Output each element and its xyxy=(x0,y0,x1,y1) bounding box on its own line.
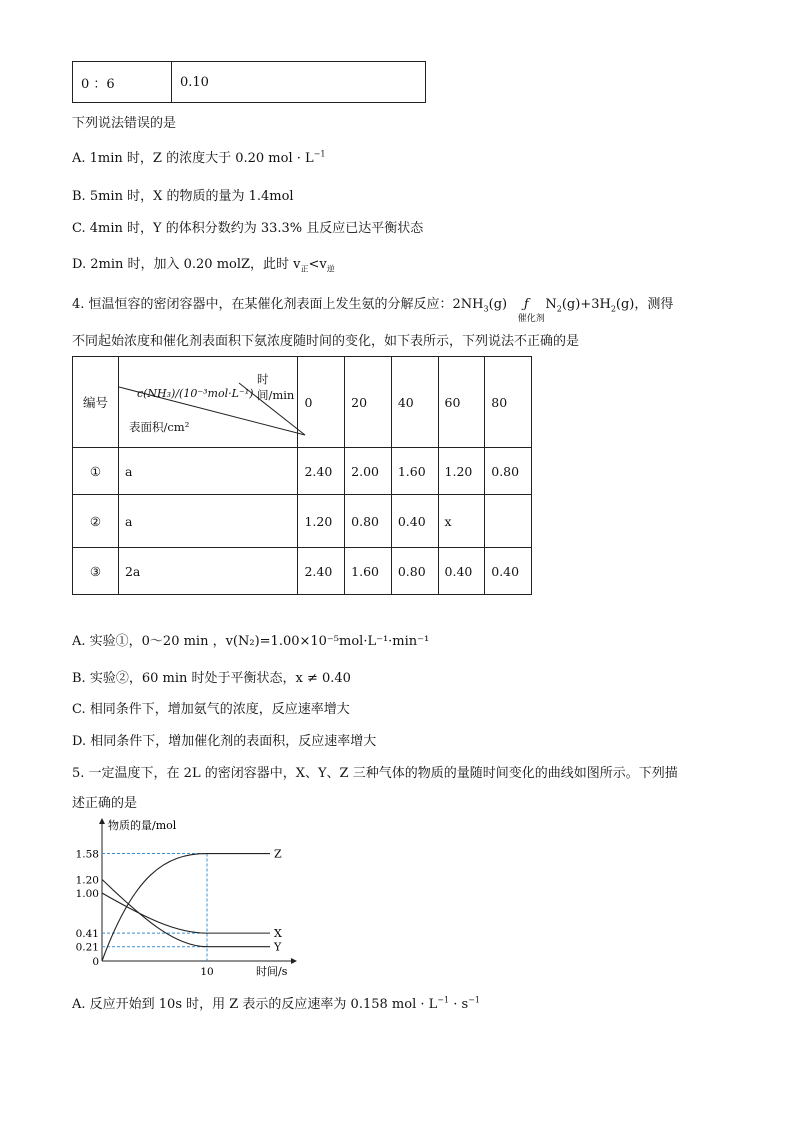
top-table-cell: 0.10 xyxy=(172,62,426,103)
q5-option-a: A. 反应开始到 10s 时，用 Z 表示的反应速率为 0.158 mol · $L^{-1} \cdot s^{-1}$ xyxy=(72,995,480,1012)
row-value: 2.40 xyxy=(298,548,345,595)
q5-stem: 5. 一定温度下，在 2L 的密闭容器中，X、Y、Z 三种气体的物质的量随时间变化的曲线如图所示。下列描 xyxy=(72,766,678,781)
q3-option-b: B. 5min 时，X 的物质的量为 1.4mol xyxy=(72,189,294,204)
series-label-y: Y xyxy=(274,940,282,954)
row-value: 0.40 xyxy=(391,495,438,548)
y-tick-label: 1.58 xyxy=(75,848,99,861)
row-id: ② xyxy=(73,495,119,548)
row-value: 0.80 xyxy=(391,548,438,595)
q5-stem-line2: 述正确的是 xyxy=(72,796,138,811)
q4-option-b: B. 实验②，60 min 时处于平衡状态，x ≠ 0.40 xyxy=(72,671,351,686)
header-time-value: 80 xyxy=(485,357,532,448)
q4-stem-line2: 不同起始浓度和催化剂表面积下氨浓度随时间的变化，如下表所示，下列说法不正确的是 xyxy=(72,334,580,349)
header-time-value: 20 xyxy=(345,357,392,448)
series-label-z: Z xyxy=(274,847,282,861)
y-tick-label: 1.00 xyxy=(75,888,99,900)
table-row xyxy=(73,448,532,495)
q3-option-a: A. 1min 时，Z 的浓度大于 0.20 mol · $L^{-1}$ xyxy=(72,149,326,166)
q3-prompt: 下列说法错误的是 xyxy=(72,116,177,131)
x-tick-label: 10 xyxy=(200,966,214,978)
q4-option-c: C. 相同条件下，增加氨气的浓度，反应速率增大 xyxy=(72,702,350,717)
q4-stem: 4. 恒温恒容的密闭容器中，在某催化剂表面上发生氨的分解反应：$2NH_3(g)$ ƒ 催化剂 $N_2(g)+3H_2(g)$，测得 xyxy=(72,297,674,324)
row-area: a xyxy=(118,448,297,495)
y-tick-label: 0 xyxy=(92,956,99,968)
q4-option-d: D. 相同条件下，增加催化剂的表面积，反应速率增大 xyxy=(72,734,377,749)
row-value: 2.40 xyxy=(298,448,345,495)
series-line-y xyxy=(102,879,270,946)
row-value: 1.20 xyxy=(438,448,485,495)
top-table xyxy=(72,61,426,103)
top-table-cell: 0 ：6 xyxy=(73,62,172,103)
row-id: ① xyxy=(73,448,119,495)
catalyst-label: 催化剂 xyxy=(517,314,545,324)
header-diagonal-cell xyxy=(118,357,297,448)
header-id: 编号 xyxy=(73,357,119,448)
table-row xyxy=(73,495,532,548)
q3-option-c: C. 4min 时，Y 的体积分数约为 33.3% 且反应已达平衡状态 xyxy=(72,221,424,236)
row-value: 2.00 xyxy=(345,448,392,495)
q4-option-a: A. 实验①，0～20 min ，v(N₂)=1.00×10⁻⁵mol·L⁻¹·min⁻¹ xyxy=(72,634,430,649)
header-area: 表面积/cm² xyxy=(128,420,190,434)
row-value xyxy=(485,495,532,548)
y-tick-label: 0.21 xyxy=(75,941,99,954)
y-axis-label: 物质的量/mol xyxy=(108,819,177,832)
header-concentration: c(NH₃)/(10⁻³mol·L⁻¹) xyxy=(136,387,254,400)
y-tick-label: 0.41 xyxy=(75,928,99,941)
y-tick-label: 1.20 xyxy=(75,874,99,887)
row-value: 0.40 xyxy=(438,548,485,595)
row-value: 1.60 xyxy=(391,448,438,495)
header-time-value: 0 xyxy=(298,357,345,448)
table-row xyxy=(73,548,532,595)
row-id: ③ xyxy=(73,548,119,595)
row-value: 0.80 xyxy=(485,448,532,495)
q3-option-d: D. 2min 时，加入 0.20 molZ，此时 $v_正<v_逆$ xyxy=(72,257,335,274)
header-time-value: 40 xyxy=(391,357,438,448)
x-axis-label: 时间/s xyxy=(256,965,288,978)
row-value: x xyxy=(438,495,485,548)
header-time-value: 60 xyxy=(438,357,485,448)
series-line-x xyxy=(102,893,270,933)
series-label-x: X xyxy=(274,927,282,941)
row-value: 1.60 xyxy=(345,548,392,595)
row-value: 0.80 xyxy=(345,495,392,548)
ammonia-table xyxy=(72,356,532,595)
header-time: 时间/min xyxy=(256,372,295,402)
row-area: a xyxy=(118,495,297,548)
row-value: 0.40 xyxy=(485,548,532,595)
amount-time-chart xyxy=(72,815,312,980)
row-area: 2a xyxy=(118,548,297,595)
row-value: 1.20 xyxy=(298,495,345,548)
